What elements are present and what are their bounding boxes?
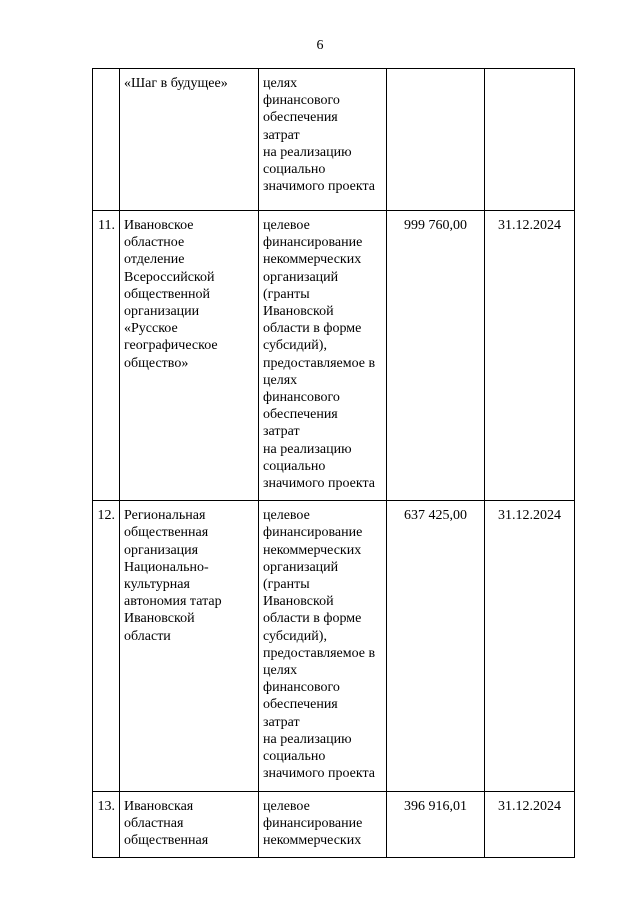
purpose-line: (гранты: [263, 577, 310, 593]
purpose-line: социально: [263, 749, 326, 765]
purpose-line: на реализацию: [263, 441, 352, 457]
purpose-line: целях: [263, 663, 298, 679]
organization-line: автономия татар: [124, 594, 222, 610]
purpose-line: финансирование: [263, 235, 363, 251]
organization-line: Региональная: [124, 508, 206, 524]
organization-line: общественной: [124, 286, 211, 302]
organization-line: «Русское: [124, 321, 178, 337]
purpose-line: обеспечения: [263, 407, 338, 423]
grants-table: [92, 68, 575, 858]
purpose-line: целевое: [263, 508, 310, 524]
purpose-line: (гранты: [263, 286, 310, 302]
organization-cell: [120, 501, 259, 791]
organization-line: областное: [124, 235, 185, 251]
purpose-line: социально: [263, 162, 326, 178]
purpose-line: некоммерческих: [263, 542, 362, 558]
purpose-cell: [259, 69, 387, 211]
table-row: [93, 791, 575, 858]
date-cell: 31.12.2024: [485, 791, 575, 858]
amount-cell: 396 916,01: [387, 791, 485, 858]
purpose-line: Ивановской: [263, 304, 334, 320]
row-number-cell: [93, 69, 120, 211]
organization-line: культурная: [124, 577, 190, 593]
purpose-cell: [259, 501, 387, 791]
table-row: [93, 211, 575, 501]
amount-cell: 637 425,00: [387, 501, 485, 791]
organization-line: организации: [124, 304, 200, 320]
purpose-line: финансирование: [263, 815, 363, 831]
purpose-line: некоммерческих: [263, 832, 362, 848]
purpose-line: субсидий),: [263, 338, 327, 354]
purpose-line: субсидий),: [263, 628, 327, 644]
organization-line: организация: [124, 542, 199, 558]
amount-cell: [387, 69, 485, 211]
organization-line: общественная: [124, 525, 209, 541]
organization-line: общественная: [124, 832, 209, 848]
organization-line: отделение: [124, 252, 185, 268]
purpose-line: социально: [263, 458, 326, 474]
purpose-line: предоставляемое в: [263, 645, 376, 661]
purpose-line: затрат: [263, 127, 300, 143]
organization-cell: [120, 791, 259, 858]
purpose-line: обеспечения: [263, 110, 338, 126]
purpose-line: на реализацию: [263, 144, 352, 160]
row-number-cell: 11.: [93, 211, 120, 501]
page-number: 6: [316, 38, 324, 53]
organization-line: Всероссийской: [124, 269, 215, 285]
purpose-line: организаций: [263, 559, 339, 575]
table-row: [93, 69, 575, 211]
purpose-line: значимого проекта: [263, 476, 375, 492]
purpose-line: Ивановской: [263, 594, 334, 610]
organization-line: Национально-: [124, 559, 209, 575]
purpose-line: предоставляемое в: [263, 355, 376, 371]
purpose-cell: [259, 791, 387, 858]
purpose-line: организаций: [263, 269, 339, 285]
organization-cell: [120, 211, 259, 501]
purpose-line: значимого проекта: [263, 766, 375, 782]
purpose-cell: [259, 211, 387, 501]
purpose-line: целях: [263, 372, 298, 388]
purpose-line: целях: [263, 76, 298, 91]
organization-line: областная: [124, 815, 184, 831]
organization-line: Ивановской: [124, 611, 195, 627]
organization-cell: [120, 69, 259, 211]
purpose-line: финансового: [263, 390, 340, 406]
purpose-line: обеспечения: [263, 697, 338, 713]
purpose-line: затрат: [263, 424, 300, 440]
purpose-line: финансирование: [263, 525, 363, 541]
purpose-line: затрат: [263, 714, 300, 730]
purpose-line: на реализацию: [263, 731, 352, 747]
amount-cell: 999 760,00: [387, 211, 485, 501]
organization-line: Ивановское: [124, 218, 194, 233]
purpose-line: целевое: [263, 218, 310, 233]
organization-line: Ивановская: [124, 798, 194, 814]
date-cell: [485, 69, 575, 211]
purpose-line: финансового: [263, 680, 340, 696]
organization-line: «Шаг в будущее»: [124, 76, 228, 91]
row-number-cell: 13.: [93, 791, 120, 858]
date-cell: 31.12.2024: [485, 501, 575, 791]
purpose-line: некоммерческих: [263, 252, 362, 268]
purpose-line: области в форме: [263, 611, 362, 627]
organization-line: географическое: [124, 338, 218, 354]
organization-line: области: [124, 628, 171, 644]
row-number-cell: 12.: [93, 501, 120, 791]
purpose-line: области в форме: [263, 321, 362, 337]
table-row: [93, 501, 575, 791]
date-cell: 31.12.2024: [485, 211, 575, 501]
organization-line: общество»: [124, 355, 189, 371]
purpose-line: значимого проекта: [263, 179, 375, 195]
purpose-line: финансового: [263, 93, 340, 109]
purpose-line: целевое: [263, 798, 310, 814]
